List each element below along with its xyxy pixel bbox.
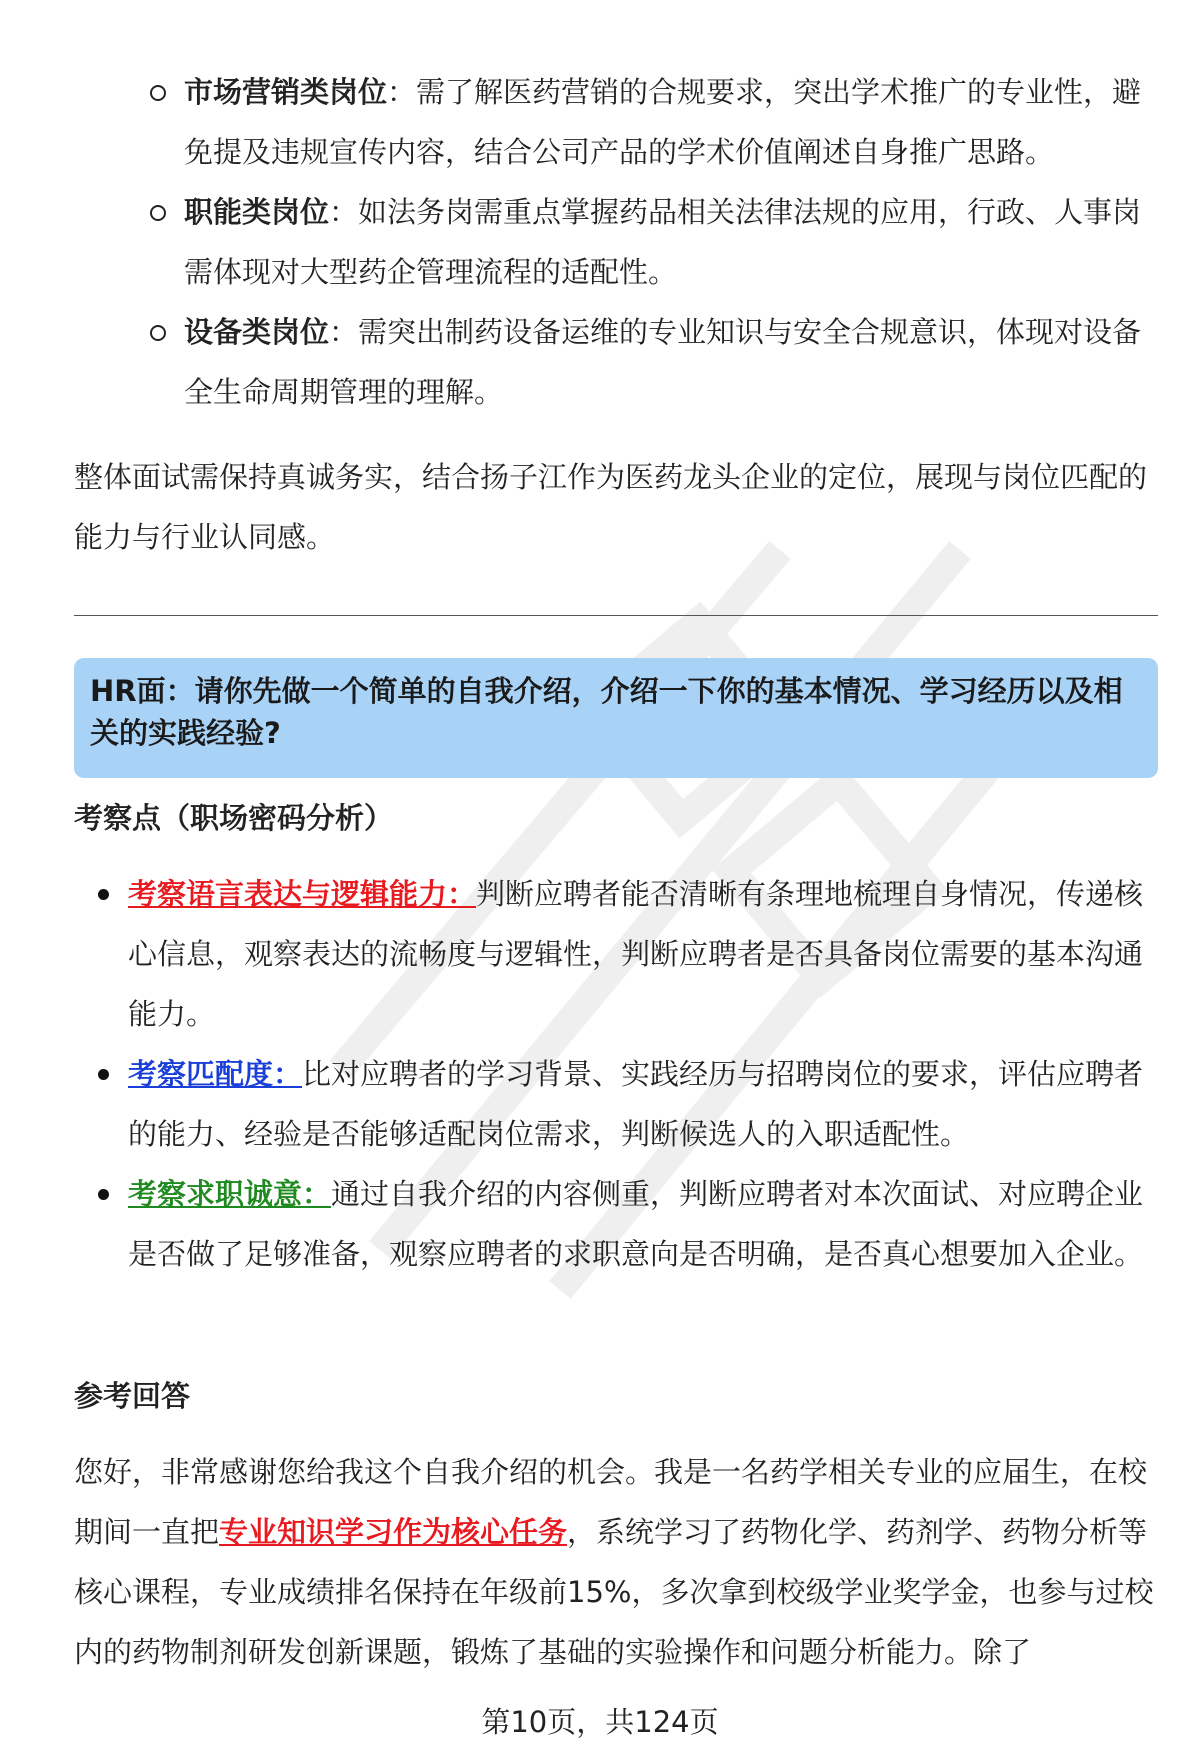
item-text: ：需了解医药营销的合规要求，突出学术推广的专业性，避免提及违规宣传内容，结合公司产品的学术价值阐述自身推广思路。 <box>184 75 1142 169</box>
point-label: 考察语言表达与逻辑能力： <box>128 877 477 911</box>
item-label: 职能类岗位 <box>184 195 330 229</box>
sub-position-list <box>150 62 1150 422</box>
item-text: ：如法务岗需重点掌握药品相关法律法规的应用，行政、人事岗需体现对大型药企管理流程的适配性。 <box>184 195 1142 289</box>
list-item <box>94 1164 1164 1284</box>
answer-text-end: ，系统学习了药物化学、药剂学、药物分析等核心课程，专业成绩排名保持在年级前15%，多次拿到校级学业奖学金，也参与过校内的药物制剂研发创新课题，锻炼了基础的实验操作和问题分析能力。除了 <box>74 1515 1154 1669</box>
point-label: 考察求职诚意： <box>128 1177 332 1211</box>
item-label: 设备类岗位 <box>184 315 330 349</box>
list-item <box>94 864 1164 1044</box>
answer-highlight: 专业知识学习作为核心任务 <box>219 1515 568 1549</box>
summary-paragraph: 整体面试需保持真诚务实，结合扬子江作为医药龙头企业的定位，展现与岗位匹配的能力与行业认同感。 <box>74 460 1148 554</box>
list-item <box>150 302 1150 422</box>
exam-points-list <box>94 864 1164 1284</box>
page-number-footer: 第10页，共124页 <box>481 1705 719 1739</box>
list-item <box>150 182 1150 302</box>
answer-paragraph <box>74 1442 1164 1682</box>
section-divider <box>74 615 1158 616</box>
list-item <box>150 62 1150 182</box>
question-text: HR面：请你先做一个简单的自我介绍，介绍一下你的基本情况、学习经历以及相关的实践经验? <box>90 674 1123 750</box>
item-label: 市场营销类岗位 <box>184 75 388 109</box>
exam-points-heading: 考察点（职场密码分析） <box>74 801 394 835</box>
point-text: 比对应聘者的学习背景、实践经历与招聘岗位的要求，评估应聘者的能力、经验是否能够适配岗位需求，判断候选人的入职适配性。 <box>128 1057 1144 1151</box>
point-text: 通过自我介绍的内容侧重，判断应聘者对本次面试、对应聘企业是否做了足够准备，观察应聘者的求职意向是否明确，是否真心想要加入企业。 <box>128 1177 1144 1271</box>
item-text: ：需突出制药设备运维的专业知识与安全合规意识，体现对设备全生命周期管理的理解。 <box>184 315 1142 409</box>
answer-heading: 参考回答 <box>74 1379 191 1413</box>
point-text: 判断应聘者能否清晰有条理地梳理自身情况，传递核心信息，观察表达的流畅度与逻辑性，判断应聘者是否具备岗位需要的基本沟通能力。 <box>128 877 1144 1031</box>
point-label: 考察匹配度： <box>128 1057 303 1091</box>
answer-text-start: 您好，非常感谢您给我这个自我介绍的机会。我是一名药学相关专业的应届生，在校期间一直把 <box>74 1455 1148 1549</box>
question-box <box>74 658 1158 778</box>
list-item <box>94 1044 1164 1164</box>
